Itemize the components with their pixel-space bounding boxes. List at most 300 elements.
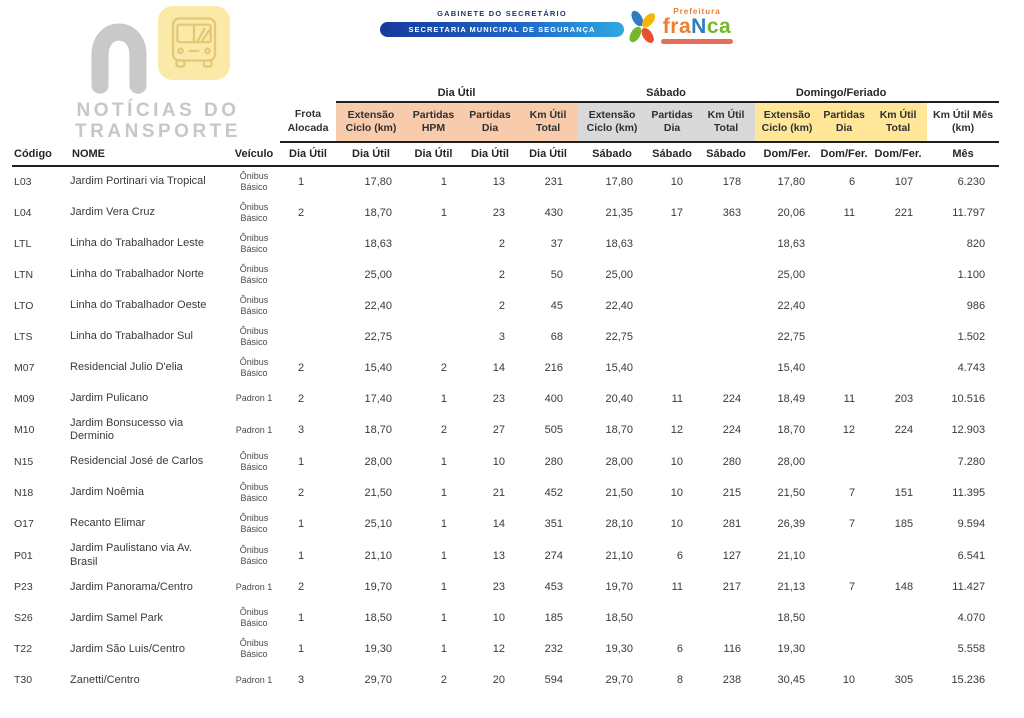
header-partidas-dom: Partidas Dia <box>819 102 869 142</box>
cell-frota-dia-util: 1 <box>297 517 305 530</box>
cell-partidas-domfer <box>819 539 869 571</box>
cell-frota-dia-util: 1 <box>297 176 305 188</box>
cell-extensao-sabado: 19,30 <box>605 643 634 656</box>
cell-km-util-mes: 12.903 <box>951 424 986 437</box>
group-spacer <box>12 84 336 102</box>
cell-partidas-sabado <box>647 321 697 352</box>
cell-km-util-sabado: 116 <box>723 643 742 656</box>
cell-extensao-dia-util: 18,70 <box>364 206 392 219</box>
cell-partidas-hpm: 2 <box>440 674 447 687</box>
row-code: O17 <box>14 517 34 530</box>
prefeitura-label: Prefeitura <box>673 7 721 16</box>
row-name: Recanto Elimar <box>70 517 146 530</box>
cell-partidas-domfer: 6 <box>848 176 856 188</box>
cell-partidas-domfer <box>819 259 869 290</box>
cell-partidas-domfer <box>819 228 869 259</box>
row-code: LTN <box>14 268 34 281</box>
row-name: Zanetti/Centro <box>70 673 140 686</box>
cell-km-util-dia-util: 68 <box>550 330 564 343</box>
cell-partidas-hpm: 2 <box>440 424 447 437</box>
cell-partidas-domfer: 10 <box>842 674 856 687</box>
row-code: S26 <box>14 612 33 625</box>
row-name: Jardim Pulicano <box>70 391 149 404</box>
row-code: N15 <box>14 455 34 468</box>
table-row <box>12 634 999 665</box>
cell-km-util-dia-util: 274 <box>544 549 564 562</box>
cell-extensao-sabado: 22,40 <box>605 299 634 312</box>
table-row <box>12 539 999 571</box>
row-name: Linha do Trabalhador Leste <box>70 236 204 249</box>
group-spacer-right <box>927 84 999 102</box>
cell-km-util-domfer <box>869 321 927 352</box>
cell-partidas-domfer <box>819 603 869 634</box>
cell-km-util-domfer: 107 <box>894 176 914 188</box>
header-extensao-sab: Extensão Ciclo (km) <box>577 102 647 142</box>
cell-km-util-mes: 6.541 <box>957 549 986 562</box>
cell-partidas-hpm <box>406 321 461 352</box>
row-vehicle: Padron 1 <box>235 674 273 685</box>
cell-frota-dia-util: 2 <box>297 486 305 499</box>
cell-partidas-dia-util: 14 <box>492 361 505 374</box>
cell-km-util-sabado <box>697 290 755 321</box>
row-name: Linha do Trabalhador Sul <box>70 329 193 342</box>
cell-km-util-mes: 9.594 <box>957 517 986 530</box>
cell-partidas-sabado: 11 <box>671 392 684 405</box>
row-code: LTO <box>14 299 34 312</box>
bus-lines-table-wrap <box>12 84 1002 696</box>
table-row <box>12 477 999 508</box>
cell-partidas-hpm: 1 <box>440 612 447 625</box>
cell-extensao-dia-util: 18,70 <box>364 424 392 437</box>
cell-extensao-domfer: 25,00 <box>777 268 806 281</box>
cell-km-util-sabado: 281 <box>722 517 742 530</box>
cell-km-util-dia-util: 232 <box>544 643 564 656</box>
row-vehicle: Ônibus Básico <box>239 513 269 534</box>
cell-extensao-dia-util: 15,40 <box>364 361 392 374</box>
cell-km-util-sabado: 224 <box>722 424 742 437</box>
header-km-util-sab: Km Útil Total <box>697 102 755 142</box>
cell-km-util-dia-util: 430 <box>544 206 564 219</box>
cell-partidas-hpm <box>406 290 461 321</box>
cell-extensao-sabado: 25,00 <box>605 268 634 281</box>
cell-extensao-dia-util: 21,10 <box>364 549 392 562</box>
table-row <box>12 446 999 477</box>
cell-frota-dia-util: 3 <box>297 424 305 437</box>
cell-partidas-sabado: 10 <box>670 176 684 188</box>
cell-km-util-dia-util: 452 <box>544 486 564 499</box>
row-code: L04 <box>14 206 32 219</box>
row-name: Jardim Bonsucesso via Derminio <box>70 417 184 443</box>
cell-km-util-sabado <box>697 259 755 290</box>
table-row <box>12 572 999 603</box>
cell-km-util-mes: 11.395 <box>952 486 986 499</box>
cell-km-util-domfer <box>869 603 927 634</box>
cell-km-util-mes: 15.236 <box>951 674 986 687</box>
cell-partidas-hpm: 1 <box>440 486 447 499</box>
row-name: Jardim Vera Cruz <box>70 205 155 218</box>
cell-extensao-domfer: 21,10 <box>777 549 806 562</box>
row-vehicle: Ônibus Básico <box>239 544 269 566</box>
cell-km-util-mes: 5.558 <box>957 643 986 656</box>
cell-extensao-sabado: 18,50 <box>605 612 634 625</box>
row-name: Jardim Panorama/Centro <box>70 580 193 593</box>
cell-km-util-mes: 11.797 <box>952 206 986 219</box>
office-label: GABINETE DO SECRETÁRIO <box>437 9 567 18</box>
subheader-dia-util-1: Dia Útil <box>280 142 336 166</box>
cell-km-util-sabado: 280 <box>722 455 742 468</box>
cell-extensao-sabado: 18,63 <box>605 237 634 250</box>
cell-km-util-domfer <box>869 259 927 290</box>
cell-km-util-mes: 4.070 <box>957 612 986 625</box>
cell-partidas-hpm: 1 <box>440 455 447 468</box>
table-row <box>12 352 999 383</box>
cell-km-util-mes: 4.743 <box>957 361 986 374</box>
subheader-mes: Mês <box>927 142 999 166</box>
cell-km-util-domfer <box>869 446 927 477</box>
table-row <box>12 166 999 197</box>
row-name: Jardim Noêmia <box>70 486 144 499</box>
cell-frota-dia-util <box>280 228 336 259</box>
cell-partidas-dia-util: 23 <box>492 206 505 219</box>
logo-icons <box>58 6 258 96</box>
row-vehicle: Ônibus Básico <box>239 263 269 285</box>
cell-partidas-dia-util: 2 <box>498 237 505 250</box>
department-pill: SECRETARIA MUNICIPAL DE SEGURANÇA <box>380 22 624 37</box>
cell-extensao-dia-util: 25,10 <box>364 517 392 530</box>
row-vehicle: Ônibus Básico <box>239 607 269 629</box>
cell-partidas-sabado <box>647 290 697 321</box>
cell-partidas-domfer <box>819 321 869 352</box>
cell-km-util-domfer <box>869 228 927 259</box>
cell-frota-dia-util <box>280 321 336 352</box>
cell-km-util-dia-util: 351 <box>544 517 564 530</box>
header-km-util-dom: Km Útil Total <box>869 102 927 142</box>
cell-partidas-sabado: 10 <box>670 517 684 530</box>
header-frota-alocada: Frota Alocada <box>280 102 336 142</box>
row-vehicle: Ônibus Básico <box>239 325 269 347</box>
cell-partidas-dia-util: 3 <box>498 330 505 343</box>
cell-partidas-dia-util: 10 <box>492 612 505 625</box>
cell-extensao-domfer: 18,49 <box>777 392 806 405</box>
cell-frota-dia-util: 2 <box>297 392 305 405</box>
subheader-sabado-2: Sábado <box>647 142 697 166</box>
cell-partidas-dia-util: 23 <box>492 581 505 594</box>
row-vehicle: Padron 1 <box>235 424 273 435</box>
cell-partidas-hpm: 1 <box>440 517 447 530</box>
table-row <box>12 321 999 352</box>
cell-frota-dia-util: 3 <box>297 674 305 687</box>
franca-wordmark <box>663 16 731 37</box>
header-partidas-hpm: Partidas HPM <box>406 102 461 142</box>
cell-extensao-domfer: 28,00 <box>777 455 806 468</box>
cell-km-util-mes: 820 <box>966 237 986 250</box>
cell-km-util-mes: 986 <box>966 299 986 312</box>
group-sabado: Sábado <box>577 84 755 102</box>
column-header-row <box>12 102 999 142</box>
subheader-row <box>12 142 999 166</box>
cell-km-util-mes: 7.280 <box>957 455 986 468</box>
cell-frota-dia-util <box>280 290 336 321</box>
cell-partidas-sabado: 8 <box>676 674 684 687</box>
row-code: M10 <box>14 424 35 437</box>
bus-icon <box>166 14 222 72</box>
cell-extensao-dia-util: 25,00 <box>364 268 392 281</box>
subheader-veiculo: Veículo <box>228 142 280 166</box>
cell-extensao-dia-util: 18,63 <box>364 237 392 250</box>
subheader-codigo: Código <box>12 142 70 166</box>
cell-km-util-mes: 11.427 <box>952 581 986 594</box>
cell-extensao-domfer: 18,50 <box>777 612 806 625</box>
cell-km-util-mes: 6.230 <box>957 176 986 188</box>
cell-partidas-domfer: 11 <box>843 206 856 219</box>
header-km-util-mes: Km Útil Mês (km) <box>927 102 999 142</box>
cell-extensao-sabado: 28,00 <box>605 455 634 468</box>
cell-partidas-domfer <box>819 290 869 321</box>
cell-km-util-sabado <box>697 228 755 259</box>
cell-frota-dia-util: 1 <box>297 549 305 562</box>
cell-extensao-sabado: 19,70 <box>605 581 634 594</box>
cell-km-util-dia-util: 231 <box>544 176 564 188</box>
cell-partidas-domfer <box>819 352 869 383</box>
cell-km-util-domfer <box>869 290 927 321</box>
table-row <box>12 603 999 634</box>
header-spacer <box>12 102 280 142</box>
row-code: M09 <box>14 392 35 405</box>
cell-km-util-dia-util: 400 <box>544 392 564 405</box>
cell-frota-dia-util: 1 <box>297 643 305 656</box>
row-code: LTL <box>14 237 32 250</box>
cell-km-util-dia-util: 37 <box>550 237 564 250</box>
cell-partidas-dia-util: 20 <box>492 674 505 687</box>
logo-line2: TRANSPORTE <box>75 121 241 143</box>
row-code: P01 <box>14 549 33 562</box>
cell-extensao-domfer: 21,50 <box>777 486 806 499</box>
cell-extensao-domfer: 17,80 <box>777 176 806 188</box>
cell-frota-dia-util: 1 <box>297 612 305 625</box>
cell-km-util-mes: 1.502 <box>957 330 986 343</box>
cell-frota-dia-util <box>280 259 336 290</box>
cell-extensao-domfer: 18,70 <box>777 424 806 437</box>
cell-extensao-domfer: 21,13 <box>777 581 806 594</box>
cell-extensao-sabado: 20,40 <box>605 392 634 405</box>
cell-partidas-sabado: 10 <box>670 455 684 468</box>
cell-partidas-domfer: 7 <box>848 517 856 530</box>
cell-km-util-mes: 10.516 <box>951 392 986 405</box>
cell-km-util-domfer: 203 <box>894 392 914 405</box>
cell-extensao-sabado: 21,10 <box>605 549 634 562</box>
cell-extensao-dia-util: 18,50 <box>364 612 392 625</box>
cell-partidas-dia-util: 13 <box>492 176 505 188</box>
cell-extensao-domfer: 22,40 <box>777 299 806 312</box>
cell-extensao-dia-util: 21,50 <box>364 486 392 499</box>
row-code: T22 <box>14 643 33 656</box>
subheader-sabado-3: Sábado <box>697 142 755 166</box>
cell-extensao-sabado: 17,80 <box>605 176 634 188</box>
cell-partidas-dia-util: 27 <box>492 424 505 437</box>
header-km-util-du: Km Útil Total <box>519 102 577 142</box>
cell-partidas-domfer <box>819 634 869 665</box>
cell-extensao-domfer: 18,63 <box>777 237 806 250</box>
cell-km-util-domfer: 148 <box>894 581 914 594</box>
cell-km-util-domfer: 151 <box>894 486 914 499</box>
franca-seg-1: fra <box>662 15 692 38</box>
cell-km-util-dia-util: 185 <box>544 612 564 625</box>
cell-extensao-sabado: 18,70 <box>605 424 634 437</box>
cell-partidas-dia-util: 21 <box>492 486 505 499</box>
header-partidas-dia-du: Partidas Dia <box>461 102 519 142</box>
cell-extensao-sabado: 21,50 <box>605 486 634 499</box>
row-vehicle: Padron 1 <box>235 581 273 592</box>
cell-km-util-sabado: 215 <box>722 486 742 499</box>
row-name: Jardim São Luis/Centro <box>70 642 185 655</box>
subheader-dia-util-2: Dia Útil <box>336 142 406 166</box>
cell-partidas-dia-util: 23 <box>492 392 505 405</box>
row-vehicle: Padron 1 <box>235 393 273 404</box>
cell-partidas-domfer: 7 <box>848 581 856 594</box>
cell-extensao-dia-util: 19,70 <box>364 581 392 594</box>
bus-lines-table <box>12 84 999 696</box>
cell-km-util-domfer: 305 <box>894 674 914 687</box>
cell-partidas-domfer: 12 <box>842 424 856 437</box>
row-code: L03 <box>14 176 32 188</box>
subheader-domfer-3: Dom/Fer. <box>869 142 927 166</box>
cell-km-util-sabado: 224 <box>722 392 742 405</box>
cell-km-util-sabado <box>697 603 755 634</box>
cell-extensao-domfer: 30,45 <box>777 674 806 687</box>
table-row <box>12 665 999 696</box>
cell-partidas-dia-util: 13 <box>492 549 505 562</box>
group-dia-util: Dia Útil <box>336 84 577 102</box>
row-vehicle: Ônibus Básico <box>239 294 269 316</box>
cell-km-util-domfer <box>869 634 927 665</box>
cell-extensao-domfer: 22,75 <box>777 330 806 343</box>
cell-partidas-dia-util: 14 <box>492 517 505 530</box>
cell-km-util-sabado <box>697 352 755 383</box>
row-vehicle: Ônibus Básico <box>239 638 269 660</box>
cell-frota-dia-util: 2 <box>297 361 305 374</box>
row-vehicle: Ônibus Básico <box>239 356 269 378</box>
cell-partidas-hpm <box>406 228 461 259</box>
cell-km-util-domfer: 224 <box>894 424 914 437</box>
franca-tagline-bar <box>661 39 733 44</box>
cell-partidas-sabado <box>647 352 697 383</box>
row-name: Jardim Samel Park <box>70 611 163 624</box>
cell-extensao-sabado: 29,70 <box>605 674 634 687</box>
cell-km-util-dia-util: 453 <box>544 581 564 594</box>
subheader-dia-util-4: Dia Útil <box>461 142 519 166</box>
cell-extensao-dia-util: 17,40 <box>364 392 392 405</box>
cell-extensao-dia-util: 19,30 <box>364 643 392 656</box>
cell-km-util-domfer: 185 <box>894 517 914 530</box>
cell-km-util-dia-util: 50 <box>550 268 564 281</box>
subheader-domfer-2: Dom/Fer. <box>819 142 869 166</box>
cell-extensao-dia-util: 28,00 <box>364 455 392 468</box>
cell-extensao-sabado: 21,35 <box>605 206 634 219</box>
cell-partidas-sabado <box>647 603 697 634</box>
cell-partidas-sabado: 12 <box>670 424 684 437</box>
cell-extensao-domfer: 19,30 <box>777 643 806 656</box>
cell-partidas-sabado: 10 <box>670 486 684 499</box>
cell-km-util-sabado: 217 <box>722 581 742 594</box>
table-row <box>12 290 999 321</box>
letterhead <box>362 9 642 37</box>
subheader-dia-util-3: Dia Útil <box>406 142 461 166</box>
cell-partidas-sabado: 11 <box>671 581 684 594</box>
table-row <box>12 228 999 259</box>
row-name: Residencial Julio D'elia <box>70 360 183 373</box>
franca-seg-2: N <box>691 15 707 38</box>
cell-partidas-dia-util: 10 <box>492 455 505 468</box>
table-row <box>12 383 999 414</box>
cell-km-util-sabado <box>697 321 755 352</box>
row-vehicle: Ônibus Básico <box>239 171 269 192</box>
cell-km-util-domfer <box>869 352 927 383</box>
cell-partidas-sabado: 6 <box>676 643 684 656</box>
cell-km-util-sabado: 363 <box>722 206 742 219</box>
cell-extensao-domfer: 15,40 <box>777 361 806 374</box>
table-row <box>12 259 999 290</box>
table-body <box>12 166 999 696</box>
header-extensao-du: Extensão Ciclo (km) <box>336 102 406 142</box>
cell-partidas-hpm: 1 <box>440 176 447 188</box>
cell-km-util-sabado: 127 <box>722 549 742 562</box>
cell-frota-dia-util: 2 <box>297 206 305 219</box>
cell-km-util-domfer: 221 <box>894 206 914 219</box>
cell-km-util-sabado: 238 <box>722 674 742 687</box>
cell-km-util-mes: 1.100 <box>957 268 986 281</box>
franca-pinwheel-icon <box>626 7 658 47</box>
cell-extensao-dia-util: 29,70 <box>364 674 392 687</box>
franca-seg-3: ca <box>706 15 732 38</box>
cell-partidas-domfer: 7 <box>848 486 856 499</box>
row-code: LTS <box>14 330 33 343</box>
subheader-sabado-1: Sábado <box>577 142 647 166</box>
cell-frota-dia-util: 1 <box>297 455 305 468</box>
table-row <box>12 508 999 539</box>
row-code: T30 <box>14 674 33 687</box>
cell-partidas-dia-util: 12 <box>492 643 505 656</box>
subheader-nome: NOME <box>70 142 228 166</box>
header-partidas-sab: Partidas Dia <box>647 102 697 142</box>
cell-extensao-sabado: 15,40 <box>605 361 634 374</box>
cell-partidas-sabado: 6 <box>676 549 684 562</box>
cell-frota-dia-util: 2 <box>297 581 305 594</box>
cell-extensao-domfer: 26,39 <box>777 517 806 530</box>
cell-partidas-hpm: 1 <box>440 206 447 219</box>
cell-partidas-domfer: 11 <box>843 392 856 405</box>
cell-km-util-dia-util: 280 <box>544 455 564 468</box>
cell-partidas-hpm: 1 <box>440 643 447 656</box>
row-code: P23 <box>14 581 33 594</box>
cell-partidas-hpm <box>406 259 461 290</box>
cell-extensao-dia-util: 22,40 <box>364 299 392 312</box>
cell-extensao-sabado: 22,75 <box>605 330 634 343</box>
cell-extensao-sabado: 28,10 <box>605 517 634 530</box>
cell-partidas-sabado <box>647 259 697 290</box>
row-name: Residencial José de Carlos <box>70 455 204 468</box>
row-name: Jardim Portinari via Tropical <box>70 175 206 188</box>
cell-partidas-domfer <box>819 446 869 477</box>
table-row <box>12 197 999 228</box>
row-name: Linha do Trabalhador Oeste <box>70 298 207 311</box>
cell-partidas-sabado: 17 <box>670 206 684 219</box>
bus-icon-box <box>158 6 230 80</box>
group-header-row <box>12 84 999 102</box>
cell-km-util-sabado: 178 <box>722 176 742 188</box>
prefeitura-franca-logo <box>626 7 746 47</box>
row-name: Linha do Trabalhador Norte <box>70 267 204 280</box>
group-domingo-feriado: Domingo/Feriado <box>755 84 927 102</box>
